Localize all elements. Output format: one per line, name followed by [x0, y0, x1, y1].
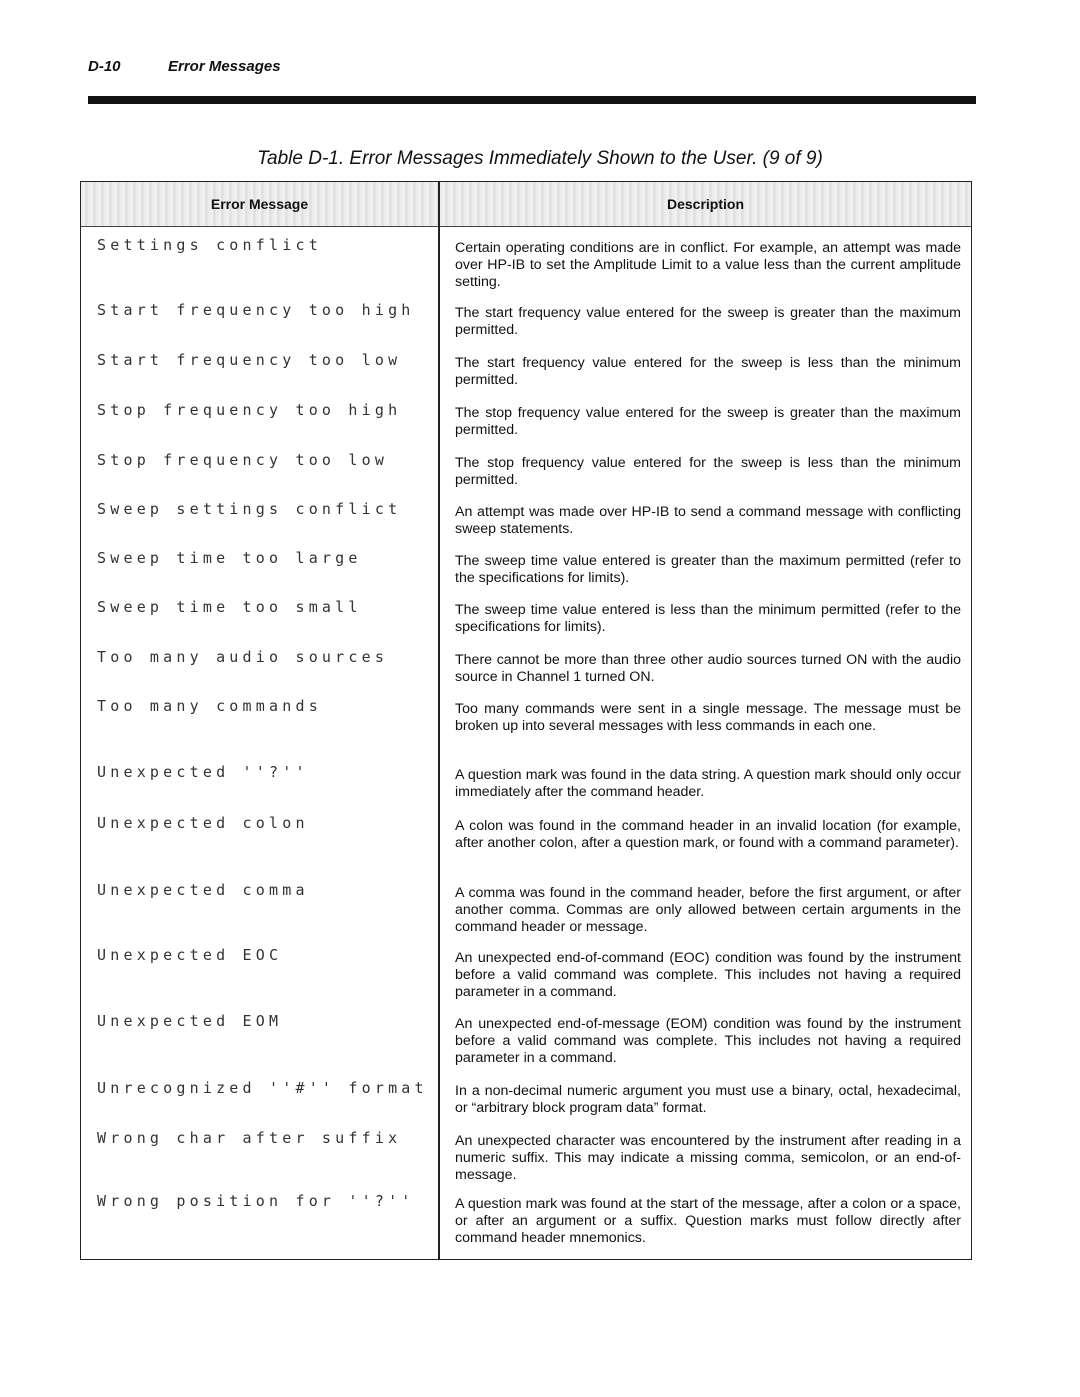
table-caption: Table D-1. Error Messages Immediately Shown to the User. (9 of 9): [257, 148, 823, 169]
table-header-row: [81, 182, 971, 227]
error-description-text: The sweep time value entered is greater than the maximum permitted (refer to the specifications for limits).: [455, 553, 961, 586]
error-message-table: [80, 181, 972, 1260]
error-description-text: The stop frequency value entered for the sweep is less than the minimum permitted.: [455, 455, 961, 488]
error-message-text: Unexpected colon: [97, 814, 309, 832]
error-description-text: A question mark was found at the start of the message, after a colon or a space, or after an argument or a suffix. Question marks must follow directly after command header mnemonics.: [455, 1196, 961, 1246]
error-description-text: An unexpected end-of-command (EOC) condition was found by the instrument before a valid command was complete. This includes not having a required parameter in a command.: [455, 950, 961, 1000]
error-message-text: Wrong position for ''?'': [97, 1192, 415, 1210]
error-message-text: Unexpected EOM: [97, 1012, 283, 1030]
error-message-text: Unexpected ''?'': [97, 763, 309, 781]
error-description-text: Too many commands were sent in a single message. The message must be broken up into several messages with less commands in each one.: [455, 701, 961, 734]
error-description-text: A question mark was found in the data string. A question mark should only occur immediately after the command header.: [455, 767, 961, 800]
column-divider: [438, 182, 440, 1259]
header-rule: [88, 96, 976, 104]
error-message-text: Settings conflict: [97, 236, 322, 254]
error-message-text: Unrecognized ''#'' format: [97, 1079, 428, 1097]
error-message-text: Start frequency too low: [97, 351, 402, 369]
page-number: D-10: [88, 58, 121, 75]
error-description-text: An attempt was made over HP-IB to send a command message with conflicting sweep statements.: [455, 504, 961, 537]
error-description-text: A comma was found in the command header, before the first argument, or after another comma. Commas are only allowed between certain arguments in the command header or message.: [455, 885, 961, 935]
error-message-text: Wrong char after suffix: [97, 1129, 402, 1147]
error-message-text: Unexpected EOC: [97, 946, 283, 964]
error-description-text: There cannot be more than three other audio sources turned ON with the audio source in Channel 1 turned ON.: [455, 652, 961, 685]
error-description-text: An unexpected character was encountered by the instrument after reading in a numeric suffix. This may indicate a missing comma, semicolon, or an end-of-message.: [455, 1133, 961, 1183]
error-message-text: Too many audio sources: [97, 648, 389, 666]
error-description-text: In a non-decimal numeric argument you must use a binary, octal, hexadecimal, or “arbitrary block program data” format.: [455, 1083, 961, 1116]
error-description-text: An unexpected end-of-message (EOM) condition was found by the instrument before a valid command was complete. This includes not having a required parameter in a command.: [455, 1016, 961, 1066]
error-description-text: The sweep time value entered is less than the minimum permitted (refer to the specifications for limits).: [455, 602, 961, 635]
error-description-text: The start frequency value entered for the sweep is less than the minimum permitted.: [455, 355, 961, 388]
error-message-text: Start frequency too high: [97, 301, 415, 319]
error-description-text: Certain operating conditions are in conflict. For example, an attempt was made over HP-IB to set the Amplitude Limit to a value less than the current amplitude setting.: [455, 240, 961, 290]
error-description-text: The stop frequency value entered for the sweep is greater than the maximum permitted.: [455, 405, 961, 438]
error-description-text: The start frequency value entered for the sweep is greater than the maximum permitted.: [455, 305, 961, 338]
section-title: Error Messages: [168, 58, 281, 75]
error-message-text: Stop frequency too high: [97, 401, 402, 419]
column-header-description: Description: [666, 196, 744, 212]
error-message-text: Stop frequency too low: [97, 451, 389, 469]
error-description-text: A colon was found in the command header in an invalid location (for example, after another colon, after a question mark, or found with a command parameter).: [455, 818, 961, 851]
column-header-error-message: Error Message: [210, 196, 309, 212]
error-message-text: Sweep settings conflict: [97, 500, 402, 518]
error-message-text: Sweep time too large: [97, 549, 362, 567]
error-message-text: Sweep time too small: [97, 598, 362, 616]
error-message-text: Unexpected comma: [97, 881, 309, 899]
error-message-text: Too many commands: [97, 697, 322, 715]
